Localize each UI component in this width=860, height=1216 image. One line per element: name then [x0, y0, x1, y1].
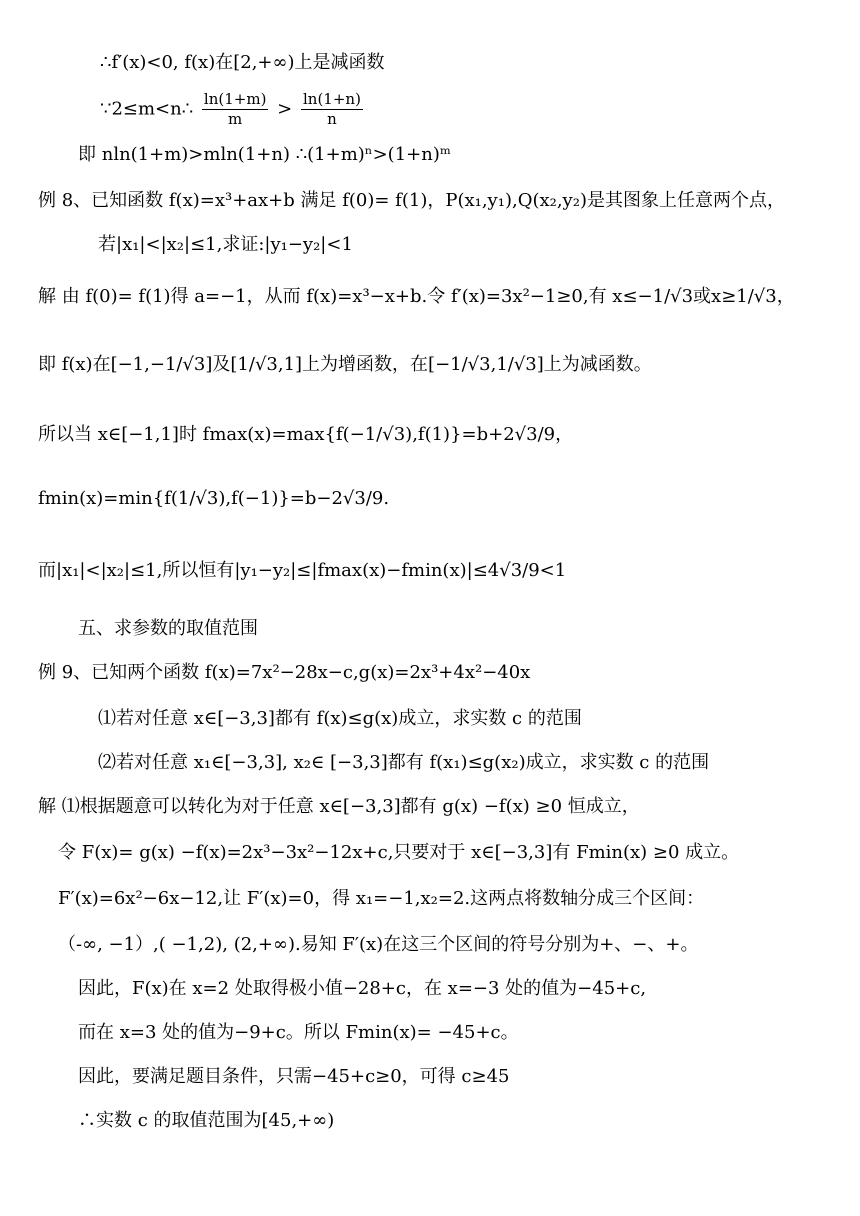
solution-9-line-4: （-∞, −1）,( −1,2), (2,+∞).易知 F′(x)在这三个区间的符号分别为+、−、+。 [58, 934, 699, 955]
solution-8-line-1: 解 由 f(0)= f(1)得 a=−1，从而 f(x)=x³−x+b.令 f′(x)=3x²−1≥0,有 x≤−1/√3或x≥1/√3， [38, 286, 795, 307]
fraction-m-numerator: ln(1+m) [203, 90, 267, 108]
fraction-m-denominator: m [228, 110, 243, 128]
solution-9-line-5: 因此，F(x)在 x=2 处取得极小值−28+c，在 x=−3 处的值为−45+c, [78, 978, 647, 999]
solution-9-line-1: 解 ⑴根据题意可以转化为对于任意 x∈[−3,3]都有 g(x) −f(x) ≥0 恒成立， [38, 796, 640, 817]
solution-8-line-2: 即 f(x)在[−1,−1/√3]及[1/√3,1]上为增函数，在[−1/√3,1/√3]上为减函数。 [38, 354, 652, 375]
example-8-statement: 例 8、已知函数 f(x)=x³+ax+b 满足 f(0)= f(1)，P(x₁,y₁),Q(x₂,y₂)是其图象上任意两个点， [38, 190, 785, 211]
fraction-n-numerator: ln(1+n) [302, 90, 361, 108]
solution-8-conclusion: 而|x₁|<|x₂|≤1,所以恒有|y₁−y₂|≤|fmax(x)−fmin(x)|≤4√3/9<1 [38, 560, 567, 581]
text-line-1: ∴f′(x)<0, f(x)在[2,+∞)上是减函数 [100, 52, 385, 73]
greater-than-sign: > [277, 98, 293, 120]
example-9-part-2: ⑵若对任意 x₁∈[−3,3], x₂∈ [−3,3]都有 f(x₁)≤g(x₂)成立，求实数 c 的范围 [98, 752, 710, 773]
solution-9-line-7: 因此，要满足题目条件，只需−45+c≥0，可得 c≥45 [78, 1066, 510, 1087]
fraction-n-denominator: n [327, 110, 337, 128]
fraction-n [301, 92, 363, 127]
example-8-condition: 若|x₁|<|x₂|≤1,求证:|y₁−y₂|<1 [98, 234, 353, 255]
solution-9-conclusion: ∴实数 c 的取值范围为[45,+∞) [78, 1110, 335, 1131]
solution-9-line-2: 令 F(x)= g(x) −f(x)=2x³−3x²−12x+c,只要对于 x∈[−3,3]有 Fmin(x) ≥0 成立。 [58, 842, 740, 863]
example-9-part-1: ⑴若对任意 x∈[−3,3]都有 f(x)≤g(x)成立，求实数 c 的范围 [98, 708, 582, 729]
solution-9-line-6: 而在 x=3 处的值为−9+c。所以 Fmin(x)= −45+c。 [78, 1022, 519, 1043]
section-heading-5: 五、求参数的取值范围 [78, 618, 258, 639]
fraction-m [202, 92, 269, 127]
text-line-3: 即 nln(1+m)>mln(1+n) ∴(1+m)ⁿ>(1+n)ᵐ [78, 144, 451, 165]
solution-8-line-4: fmin(x)=min{f(1/√3),f(−1)}=b−2√3/9. [38, 488, 390, 509]
text-line-2-prefix: ∵2≤m<n∴ [100, 98, 194, 120]
solution-9-line-3: F′(x)=6x²−6x−12,让 F′(x)=0，得 x₁=−1,x₂=2.这两点将数轴分成三个区间： [58, 888, 705, 909]
example-9-statement: 例 9、已知两个函数 f(x)=7x²−28x−c,g(x)=2x³+4x²−40x [38, 662, 531, 683]
text-line-2 [100, 92, 366, 127]
solution-8-line-3: 所以当 x∈[−1,1]时 fmax(x)=max{f(−1/√3),f(1)}=b+2√3/9， [38, 424, 574, 445]
